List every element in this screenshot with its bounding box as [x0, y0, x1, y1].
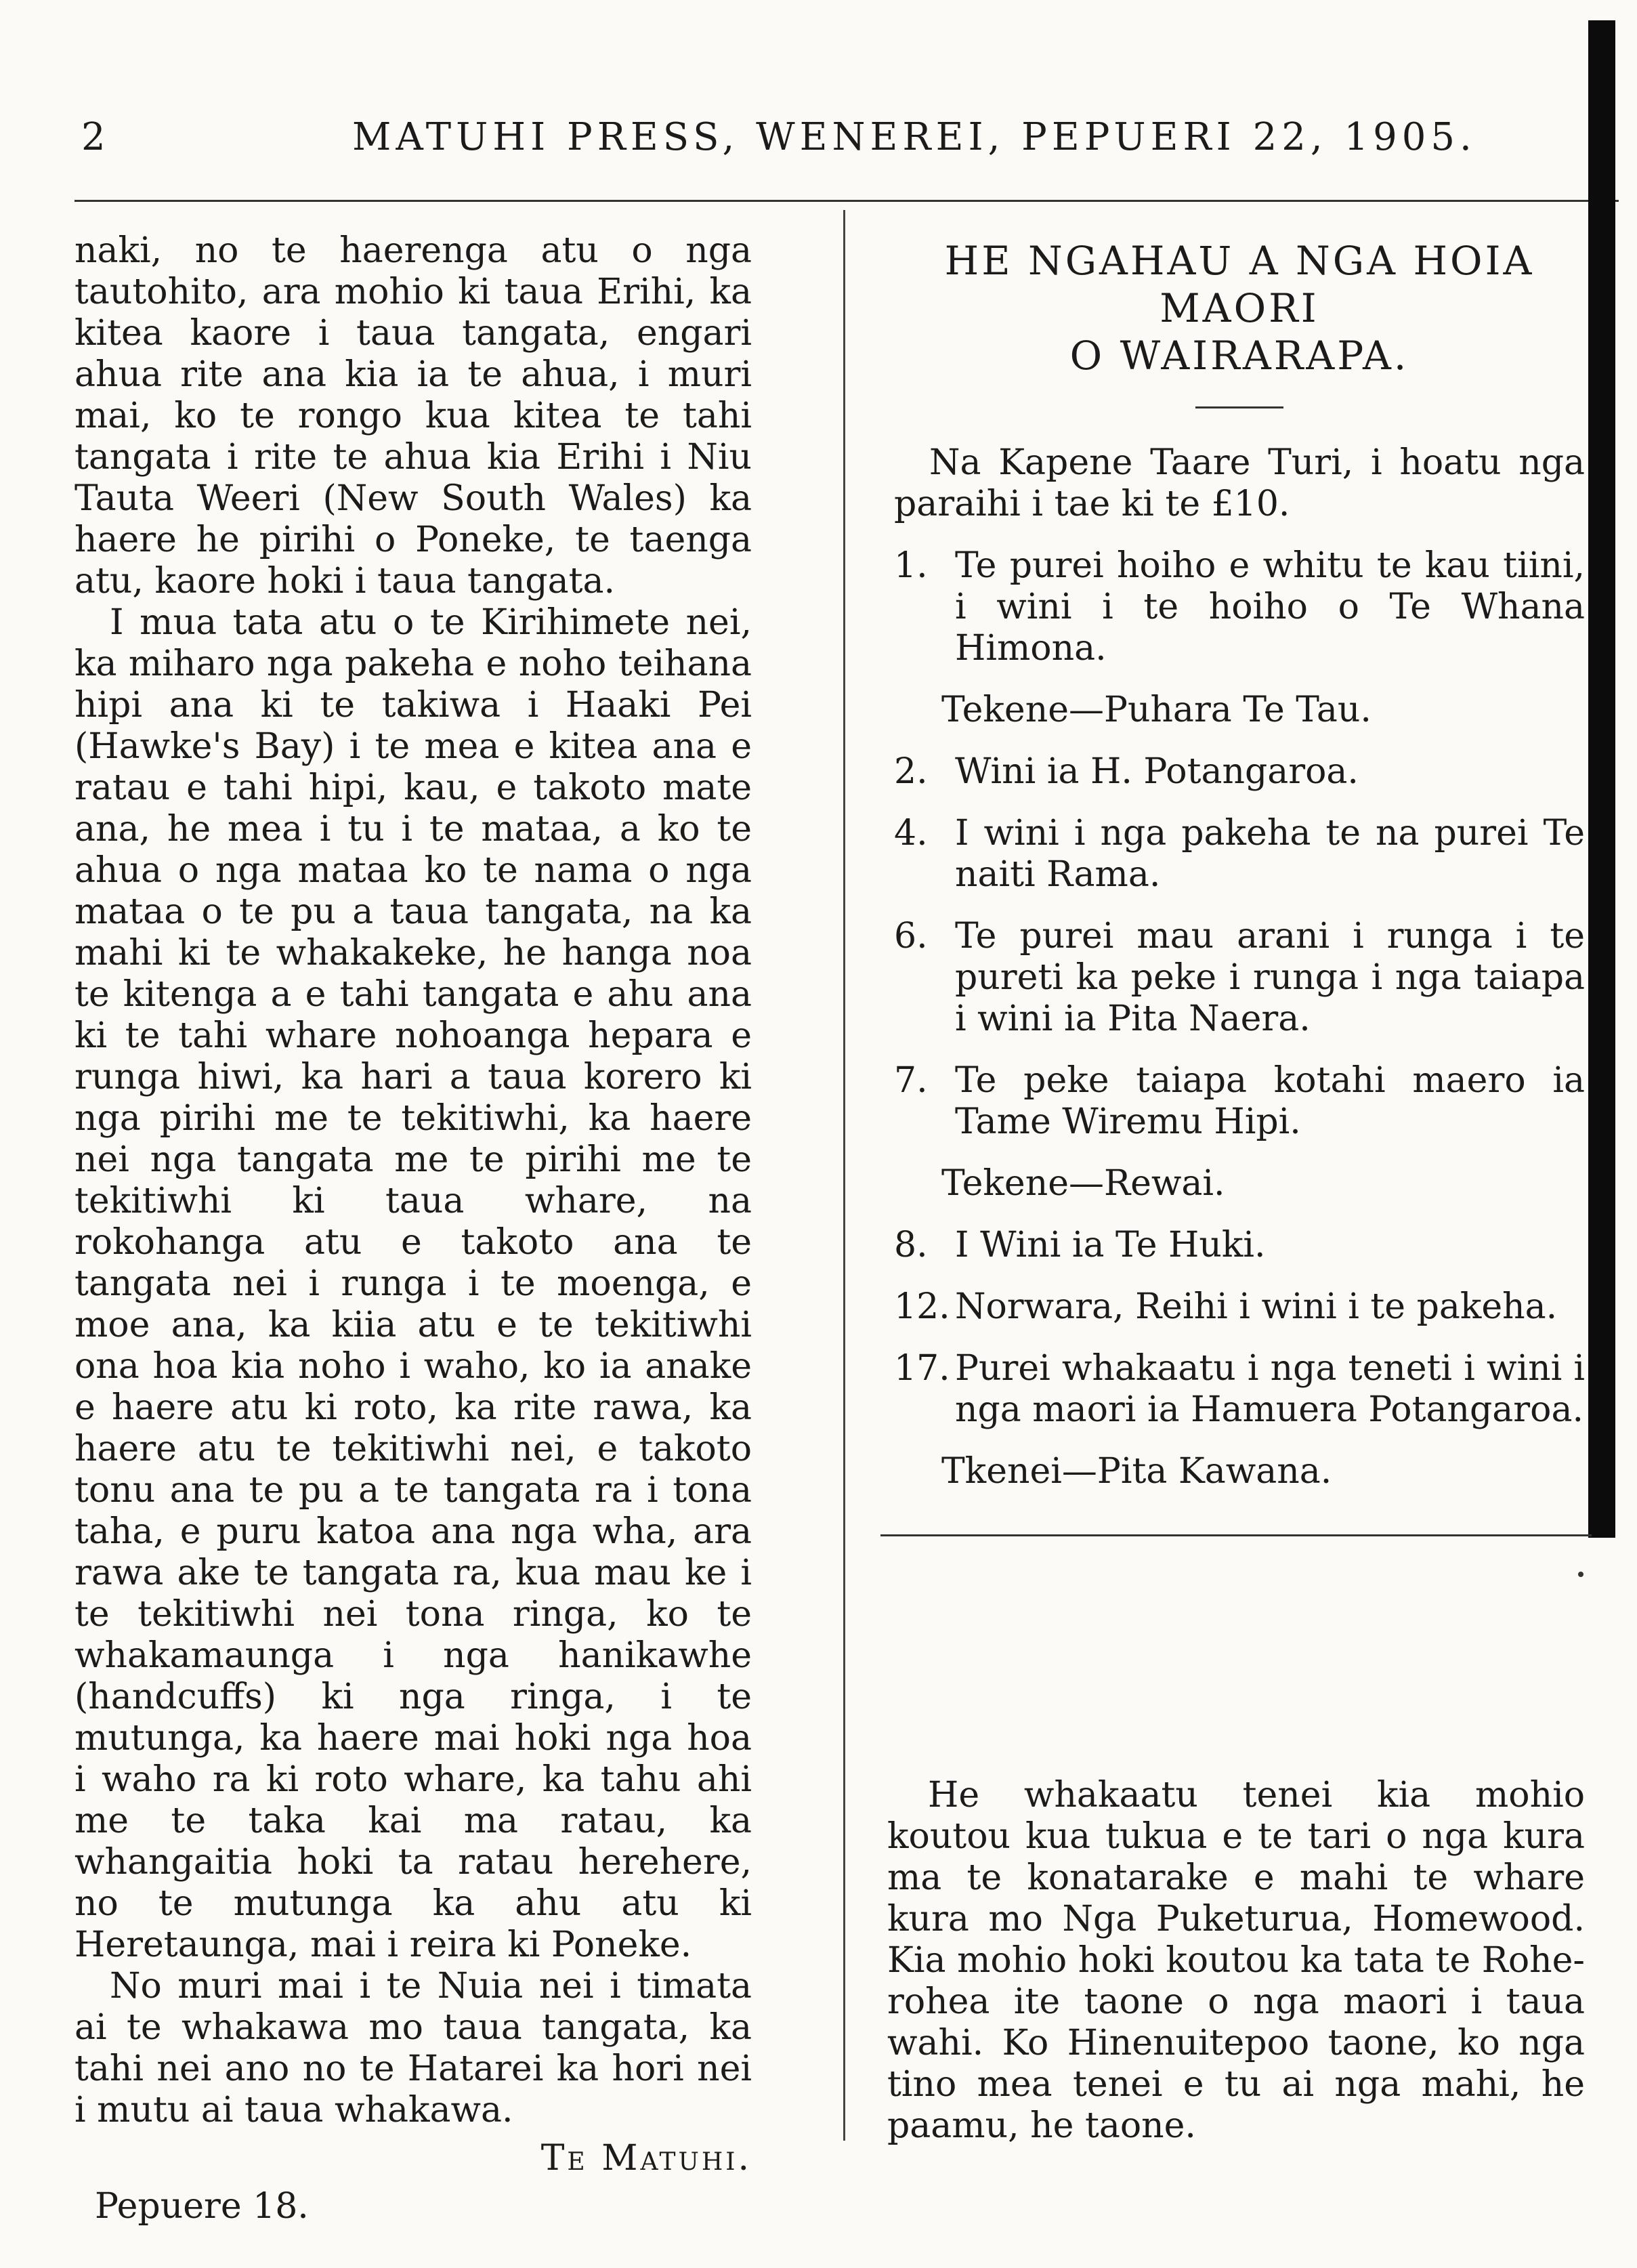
scan-edge-bar: [1588, 20, 1615, 1538]
item-credit: Tekene—Puhara Te Tau.: [941, 690, 1372, 730]
section-title-line: HE NGAHAU A NGA HOIA MAORI: [944, 238, 1535, 331]
results-list: [894, 545, 1585, 1492]
article-paragraph: naki, no te haerenga atu o nga tautohito, ara mohio ki taua Erihi, ka kitea kaore i taua tangata, engari ahua rite ana kia ia te ahua, i muri mai, ko te rongo kua kitea te tahi tangata i rite te ahua kia Erihi i Niu Tauta Weeri (New South Wales) ka haere he pirihi o Poneke, te taenga atu, kaore hoki i taua tangata.: [75, 230, 752, 602]
section-title: [894, 237, 1585, 379]
item-text: Wini ia H. Potangaroa.: [955, 751, 1359, 792]
item-number: 17.: [894, 1348, 950, 1389]
item-text: Purei whakaatu i nga teneti i wini i nga maori ia Hamuera Potangaroa.: [955, 1348, 1585, 1430]
list-item: [894, 813, 1585, 896]
article-paragraph: I mua tata atu o te Kirihimete nei, ka miharo nga pakeha e noho teihana hipi ana ki te takiwa i Haaki Pei (Hawke's Bay) i te mea e kitea ana e ratau e tahi hipi, kau, e takoto mate ana, he mea i tu i te mataa, a ko te ahua o nga mataa ko te nama o nga mataa o te pu a taua tangata, na ka mahi ki te whakakeke, he hanga noa te kitenga a e tahi tangata e ahu ana ki te tahi whare nohoanga hepara e runga hiwi, ka hari a taua korero ki nga pirihi me te tekitiwhi, ka haere nei nga tangata me te pirihi me te tekitiwhi ki taua whare, na rokohanga atu e takoto ana te tangata nei i runga i te moenga, e moe ana, ka kiia atu e te tekitiwhi ona hoa kia noho i waho, ko ia anake e haere atu ki roto, ka rite rawa, ka haere atu te tekitiwhi nei, e takoto tonu ana te pu a te tangata ra i tona taha, e puru katoa ana nga wha, ara rawa ake te tangata ra, kua mau ke i te tekitiwhi nei tona ringa, ko te whakamaunga i nga hanikawhe (handcuffs) ki nga ringa, i te mutunga, ka haere mai hoki nga hoa i waho ra ki roto whare, ka tahu ahi me te taka kai ma ratau, ka whangaitia hoki ta ratau herehere, no te mutunga ka ahu atu ki Heretaunga, mai i reira ki Poneke.: [75, 602, 752, 1965]
notice-paragraph: He whakaatu tenei kia mohio koutou kua tukua e te tari o nga kura ma te konatarake e mahi te whare kura mo Nga Puketurua, Homewood. Kia mohio hoki koutou ka tata te Rohe-rohea ite taone o nga maori i taua wahi. Ko Hinenuitepoo taone, ko nga tino mea tenei e tu ai nga mahi, he paamu, he taone.: [887, 1775, 1585, 2146]
header-rule: [75, 200, 1619, 202]
masthead: MATUHI PRESS, WENEREI, PEPUERI 22, 1905.: [352, 115, 1476, 159]
intro-paragraph: Na Kapene Taare Turi, i hoatu nga paraihi i tae ki te £10.: [894, 442, 1585, 524]
section-title-line: O WAIRARAPA.: [1069, 333, 1409, 379]
item-text: Te purei mau arani i runga i te pureti ka peke i runga i nga taiapa i wini ia Pita Naera.: [955, 916, 1585, 1039]
item-text: I wini i nga pakeha te na purei Te naiti Rama.: [955, 813, 1585, 895]
item-number: 7.: [894, 1060, 928, 1101]
item-credit: Tekene—Rewai.: [941, 1163, 1225, 1204]
notice-block: [887, 1775, 1585, 2147]
left-column: [75, 230, 752, 2227]
item-number: 2.: [894, 751, 928, 792]
article-signature: Te Matuhi.: [540, 2138, 752, 2179]
item-credit: Tkenei—Pita Kawana.: [941, 1451, 1332, 1492]
right-column: [894, 237, 1585, 1492]
print-speck: [1578, 1572, 1583, 1577]
item-number: 6.: [894, 916, 928, 957]
list-item: [894, 545, 1585, 669]
item-number: 4.: [894, 813, 928, 854]
list-item: [894, 1225, 1585, 1266]
page-header: [81, 115, 1476, 190]
item-text: Norwara, Reihi i wini i te pakeha.: [955, 1286, 1558, 1327]
list-item: [894, 1060, 1585, 1143]
column-divider: [843, 210, 845, 2141]
item-number: 12.: [894, 1286, 950, 1327]
list-item: [894, 751, 1585, 793]
list-item: [894, 1286, 1585, 1328]
list-item: [894, 1348, 1585, 1431]
item-number: 1.: [894, 545, 928, 586]
item-text: Te peke taiapa kotahi maero ia Tame Wiremu Hipi.: [955, 1060, 1585, 1142]
item-text: I Wini ia Te Huki.: [955, 1225, 1266, 1265]
item-text: Te purei hoiho e whitu te kau tiini, i wini i te hoiho o Te Whana Himona.: [955, 545, 1585, 669]
title-rule: [1195, 406, 1283, 408]
article-dateline: Pepuere 18.: [95, 2186, 309, 2227]
list-item: [894, 916, 1585, 1040]
page-number: 2: [81, 115, 106, 159]
article-paragraph: No muri mai i te Nuia nei i timata ai te whakawa mo taua tangata, ka tahi nei ano no te Hatarei ka hori nei i mutu ai taua whakawa.: [75, 1966, 752, 2130]
section-end-rule: [880, 1534, 1592, 1536]
item-number: 8.: [894, 1225, 928, 1265]
